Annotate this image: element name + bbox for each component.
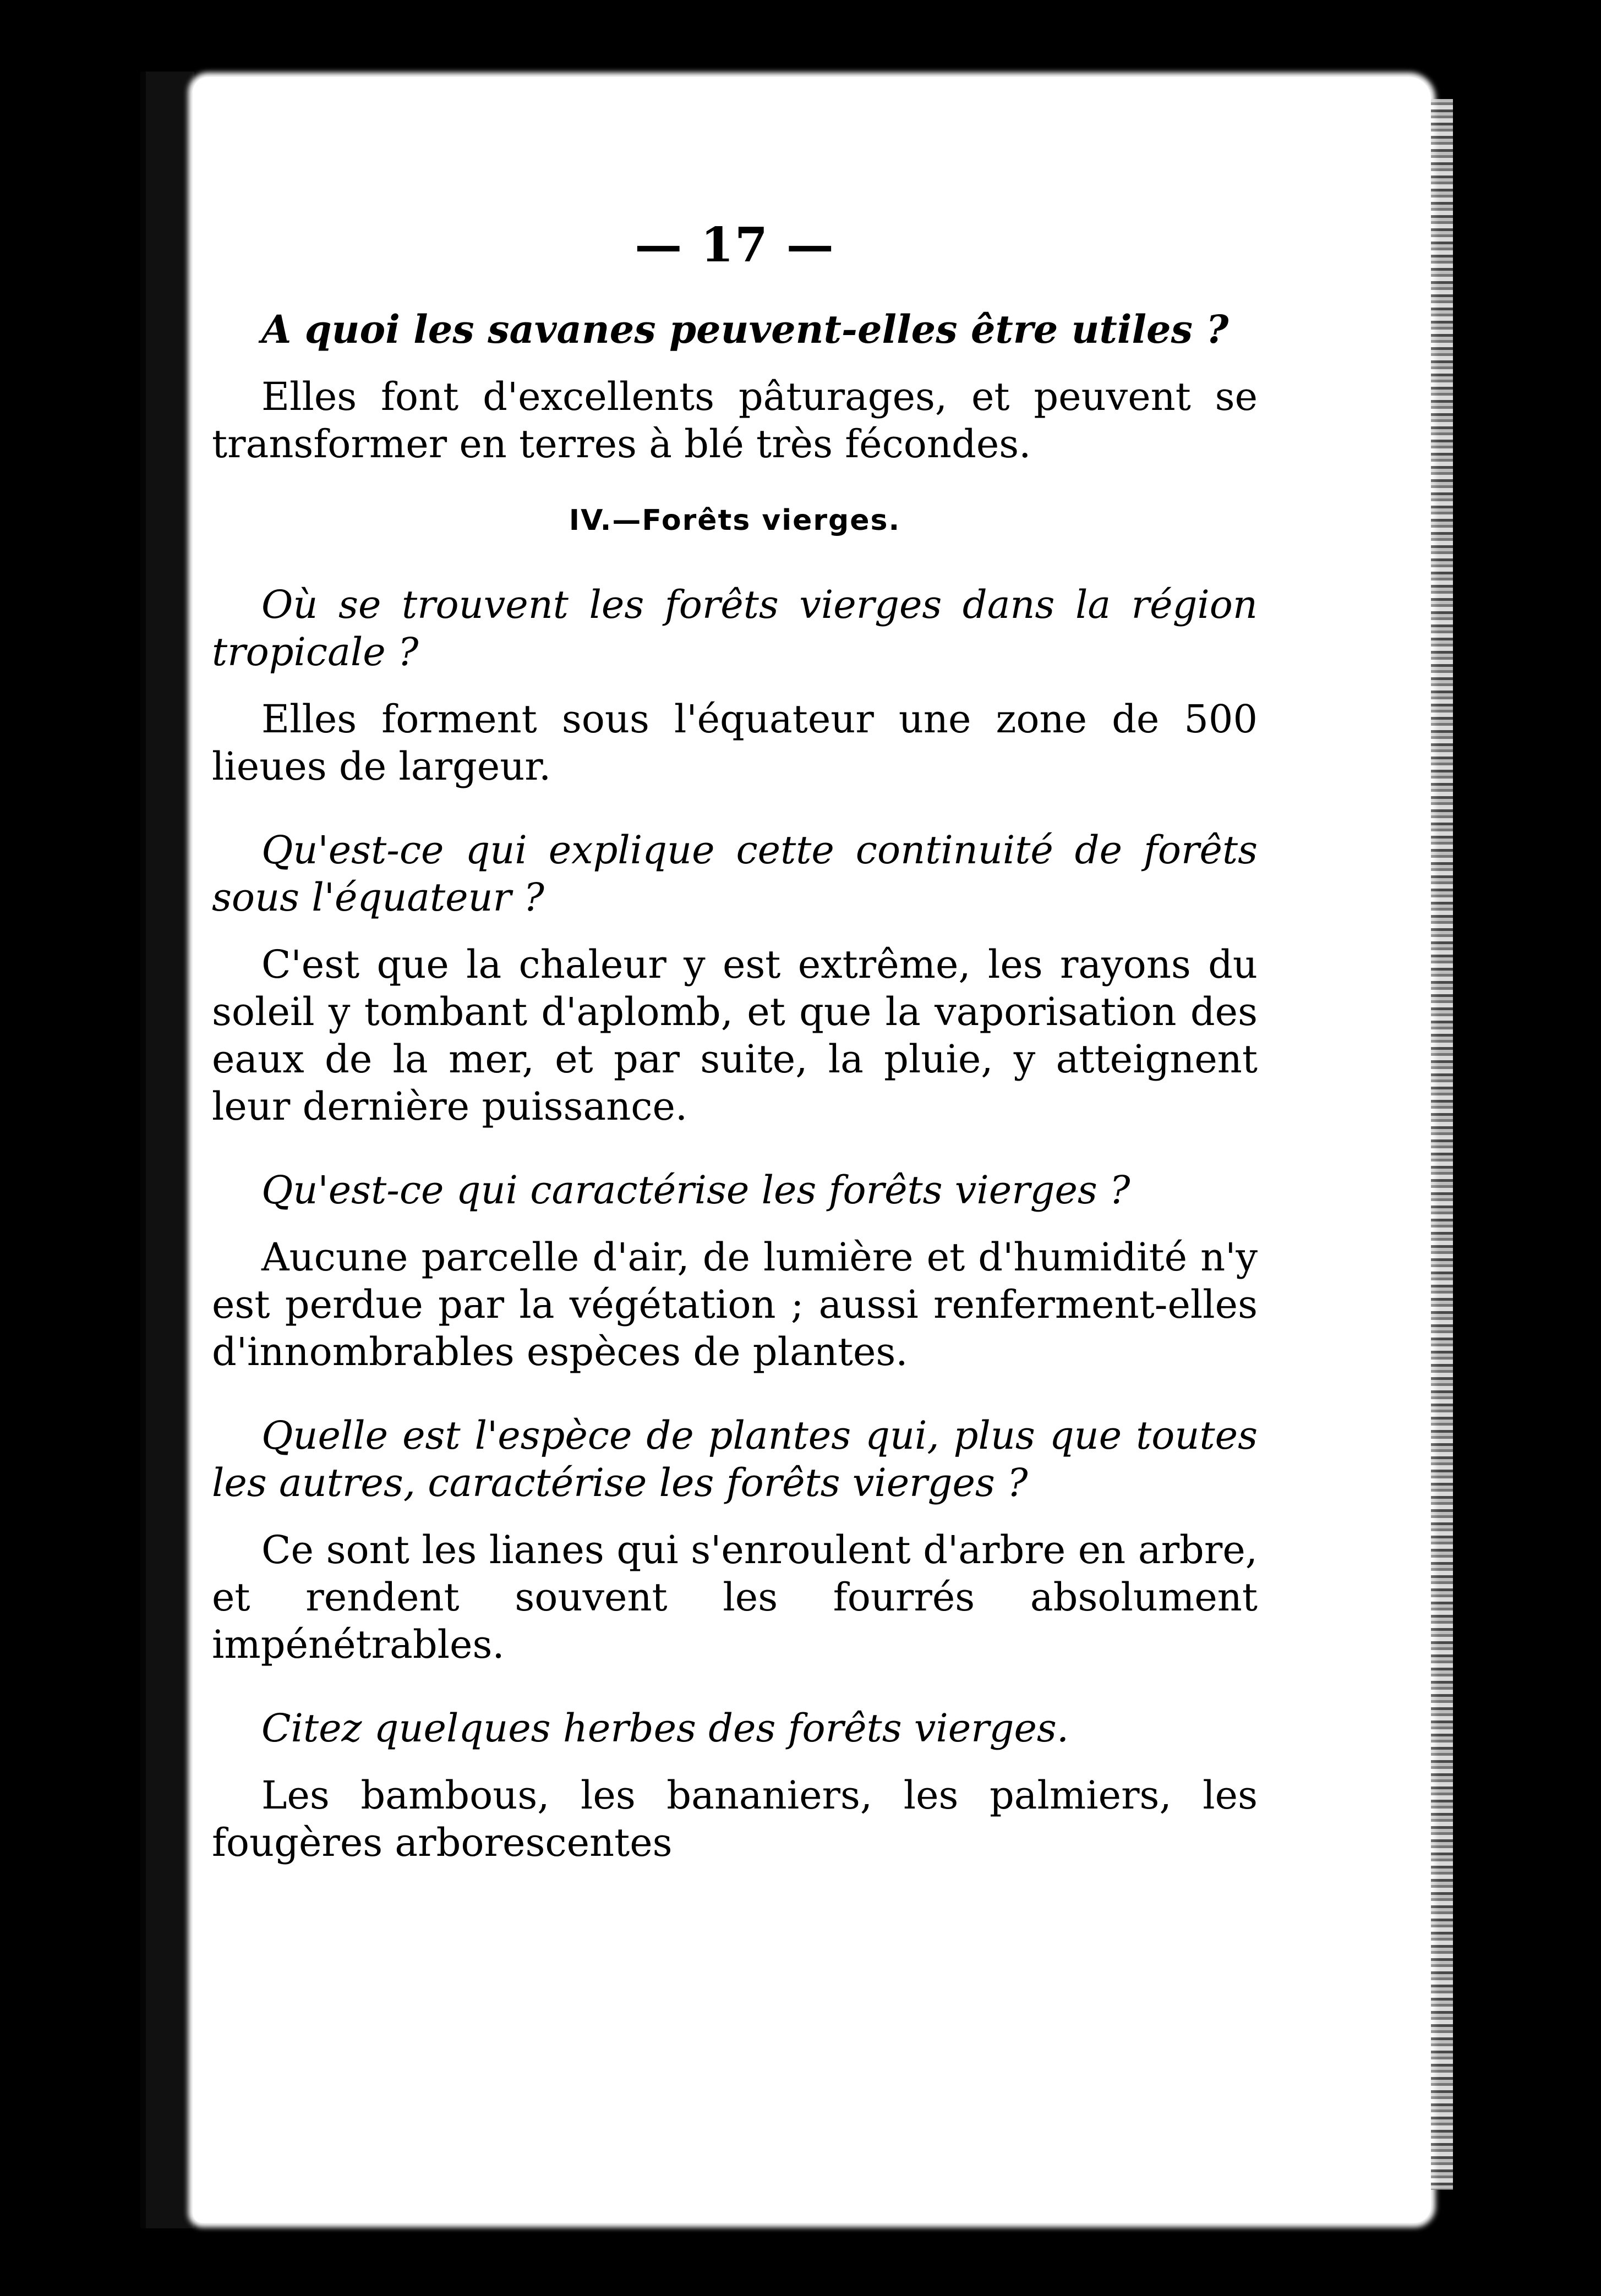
answer: Les bambous, les bananiers, les palmiers, les fougères arborescentes <box>212 1773 1258 1865</box>
section-title: IV.—Forêts vierges. <box>569 504 901 537</box>
answer: Elles font d'excellents pâturages, et peuvent se transformer en terres à blé très fécondes. <box>212 374 1258 467</box>
page-number: — 17 — <box>635 217 835 273</box>
answer: Ce sont les lianes qui s'enroulent d'arbre en arbre, et rendent souvent les fourrés absolument impénétrables. <box>212 1527 1258 1667</box>
question: Citez quelques herbes des forêts vierges. <box>261 1706 1069 1751</box>
question: A quoi les savanes peuvent-elles être utiles ? <box>261 306 1229 352</box>
question: Où se trouvent les forêts vierges dans la région tropicale ? <box>212 582 1258 675</box>
page-edge <box>1431 99 1453 2190</box>
answer: Elles forment sous l'équateur une zone de 500 lieues de largeur. <box>212 697 1258 789</box>
question: Quelle est l'espèce de plantes qui, plus que toutes les autres, caractérise les forêts vierges ? <box>212 1413 1258 1505</box>
question: Qu'est-ce qui caractérise les forêts vierges ? <box>261 1168 1130 1213</box>
answer: Aucune parcelle d'air, de lumière et d'humidité n'y est perdue par la végétation ; aussi renferment-elles d'innombrables espèces de plantes. <box>212 1235 1258 1374</box>
page-content <box>212 217 1258 1903</box>
question: Qu'est-ce qui explique cette continuité de forêts sous l'équateur ? <box>212 828 1258 920</box>
book-spine <box>140 72 194 2228</box>
answer: C'est que la chaleur y est extrême, les rayons du soleil y tombant d'aplomb, et que la vaporisation des eaux de la mer, et par suite, la pluie, y atteignent leur dernière puissance. <box>212 942 1258 1129</box>
